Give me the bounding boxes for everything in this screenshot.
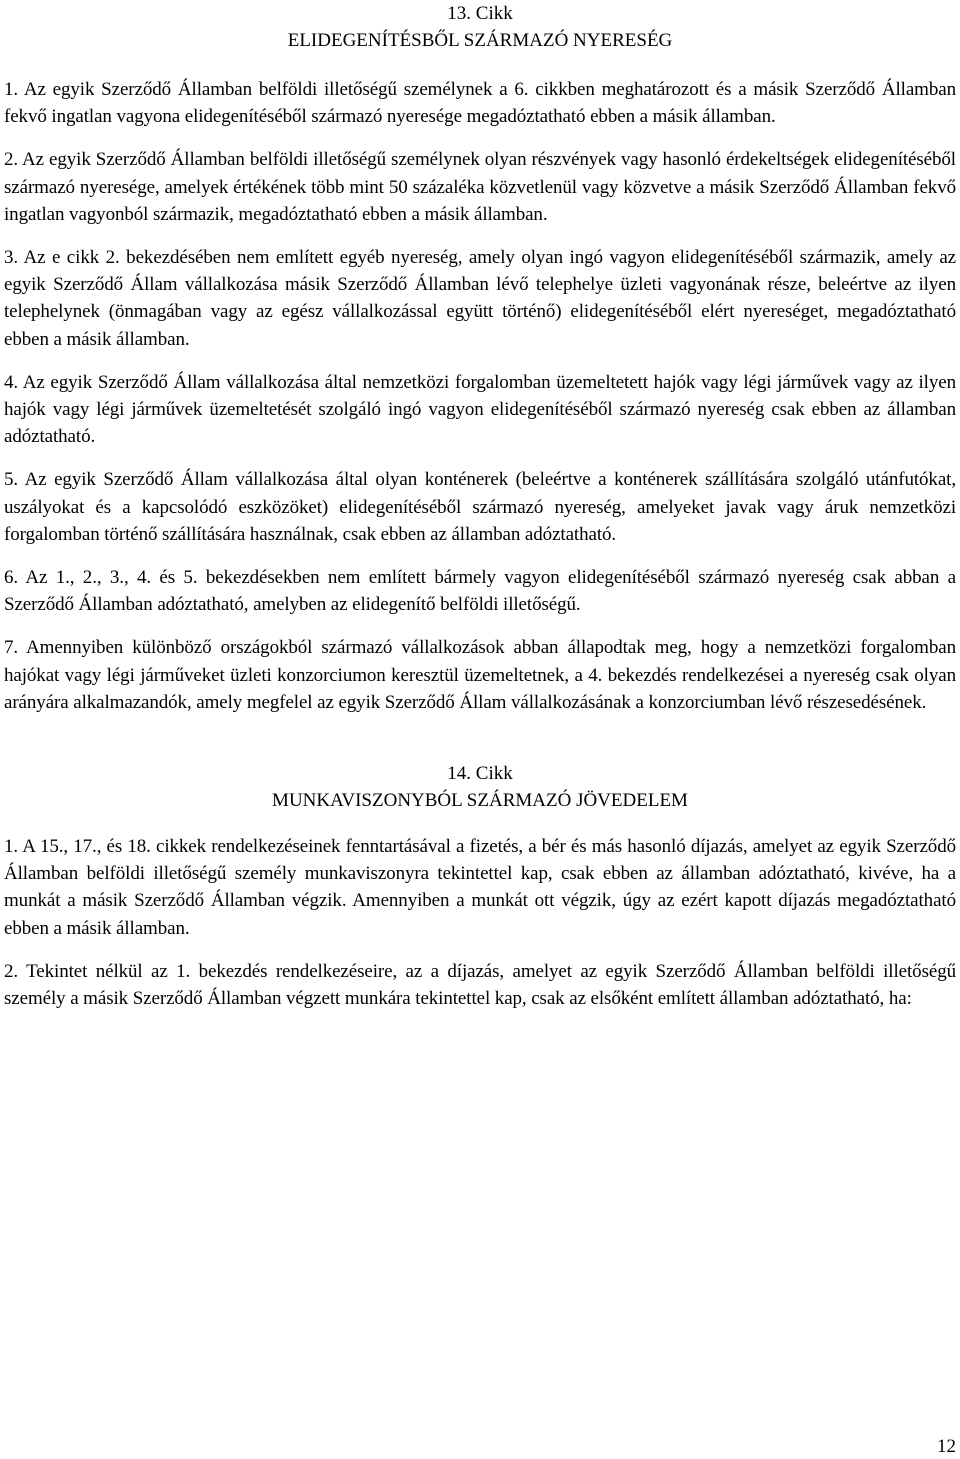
article-13-heading [4,0,956,54]
article-13-paragraph-3: 3. Az e cikk 2. bekezdésében nem említett egyéb nyereség, amely olyan ingó vagyon elidegenítéséből származik, amely az egyik Szerződő Állam vállalkozása másik Szerződő Államban lévő telephelye üzleti vagyonának része, beleértve az ilyen telephelynek (önmagában vagy az egész vállalkozással együtt történő) elidegenítéséből elért nyereséget, megadóztatható ebben a másik államban. [4,247,956,350]
article-13-paragraph-6: 6. Az 1., 2., 3., 4. és 5. bekezdésekben nem említett bármely vagyon elidegenítéséből származó nyereség csak abban a Szerződő Államban adóztatható, amelyben az elidegenítő belföldi illetőségű. [4,567,956,616]
article-14-paragraph-1: 1. A 15., 17., és 18. cikkek rendelkezéseinek fenntartásával a fizetés, a bér és más hasonló díjazás, amelyet az egyik Szerződő Államban belföldi illetőségű személy munkaviszonyra tekintettel kap, csak ebben az államban adóztatható, kivéve, ha a munkát a másik Szerződő Államban végzik. Amennyiben a munkát ott végzik, úgy az ezért kapott díjazás megadóztatható ebben a másik államban. [4,836,956,939]
article-13-paragraph-1: 1. Az egyik Szerződő Államban belföldi illetőségű személynek a 6. cikkben meghatározott és a másik Szerződő Államban fekvő ingatlan vagyona elidegenítéséből származó nyeresége megadóztatható ebben a másik államban. [4,79,956,128]
article-13-body [4,76,956,716]
page-number: 12 [937,1436,956,1457]
document-page [4,0,956,1028]
article-13-title: ELIDEGENÍTÉSBŐL SZÁRMAZÓ NYERESÉG [287,30,673,51]
article-13-paragraph-5: 5. Az egyik Szerződő Állam vállalkozása által olyan konténerek (beleértve a konténerek szállítására szolgáló utánfutókat, uszályokat és a kapcsolódó eszközöket) elidegenítéséből származó nyereség, amelyeket javak vagy áruk nemzetközi forgalomban történő szállítására használnak, csak ebben az államban adóztatható. [4,469,956,545]
article-13-number: 13. Cikk [447,3,513,24]
article-13-paragraph-4: 4. Az egyik Szerződő Állam vállalkozása által nemzetközi forgalomban üzemeltetett hajók vagy légi járművek vagy az ilyen hajók vagy légi járművek üzemeltetését szolgáló ingó vagyon elidegenítéséből származó nyereség csak ebben az államban adóztatható. [4,371,956,448]
article-13-paragraph-2: 2. Az egyik Szerződő Államban belföldi illetőségű személynek olyan részvények vagy hasonló érdekeltségek elidegenítéséből származó nyeresége, amelyek értékének több mint 50 százaléka közvetlenül vagy közvetve a másik Szerződő Államban fekvő ingatlan vagyonból származik, megadóztatható ebben a másik államban. [4,149,956,225]
article-14-paragraph-2: 2. Tekintet nélkül az 1. bekezdés rendelkezéseire, az a díjazás, amelyet az egyik Szerződő Államban belföldi illetőségű személy a másik Szerződő Államban végzett munkára tekintettel kap, csak az elsőként említett államban adóztatható, ha: [4,960,956,1010]
article-14-heading [4,760,956,814]
article-13-paragraph-7: 7. Amennyiben különböző országokból származó vállalkozások abban állapodtak meg, hogy a nemzetközi forgalomban hajókat vagy légi járműveket üzleti konzorciumon keresztül üzemeltetnek, a 4. bekezdés rendelkezései a nyereség csak olyan arányára alkalmazandók, amely megfelel az egyik Szerződő Állam vállalkozásának a konzorciumban lévő részesedésének. [4,637,956,713]
article-14-number: 14. Cikk [447,763,513,785]
article-14-body [4,833,956,1012]
article-14-title: MUNKAVISZONYBÓL SZÁRMAZÓ JÖVEDELEM [272,790,688,812]
